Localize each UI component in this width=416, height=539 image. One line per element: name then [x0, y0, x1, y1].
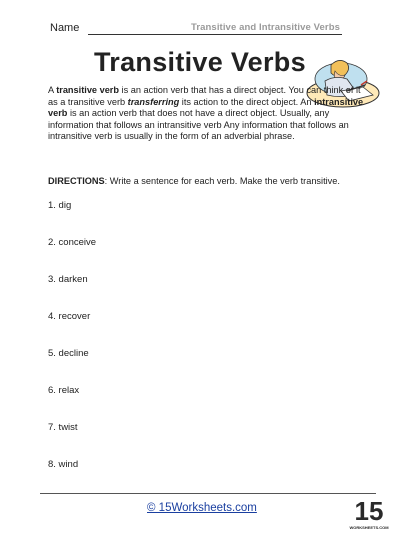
footer-copyright-link[interactable]: © 15Worksheets.com: [147, 502, 257, 514]
list-item: 3. darken: [48, 274, 88, 285]
para-text-2: is an action verb that has a direct object. You can think of it as a transitive verb: [48, 85, 361, 107]
worksheets-logo: [349, 496, 389, 532]
directions: [48, 176, 388, 186]
directions-label: DIRECTIONS: [48, 176, 105, 186]
para-text-3: its action to the direct object. An: [179, 96, 315, 107]
footer-divider: [40, 493, 376, 494]
para-text-1: A: [48, 85, 57, 95]
name-label: Name: [50, 22, 80, 34]
logo-number: 15: [354, 496, 384, 526]
term-intransitive-verb: intransitive verb: [48, 96, 364, 118]
term-transferring: transferring: [127, 96, 180, 107]
worksheet-subtitle: Transitive and Intransitive Verbs: [190, 22, 340, 33]
list-item: 7. twist: [48, 422, 78, 433]
term-transitive-verb: transitive verb: [56, 85, 119, 95]
list-item: 6. relax: [48, 385, 80, 396]
list-item: 8. wind: [48, 459, 79, 470]
definition-paragraph: [48, 85, 368, 143]
name-line: [88, 34, 342, 35]
page-title: Transitive Verbs: [94, 47, 306, 77]
list-item: 5. decline: [48, 348, 89, 359]
directions-text: : Write a sentence for each verb. Make the verb transitive.: [104, 176, 340, 186]
logo-text: WORKSHEETS.COM: [349, 525, 389, 530]
list-item: 4. recover: [48, 311, 91, 322]
list-item: 2. conceive: [48, 237, 97, 248]
worksheet-header: [50, 22, 342, 38]
para-text-4: is an action verb that does not have a direct object. Usually, any information that follows an intransitive verb Any information that follows an intransitive verb is usually in the form of an adverbial phrase.: [48, 108, 349, 141]
list-item: 1. dig: [48, 200, 72, 211]
